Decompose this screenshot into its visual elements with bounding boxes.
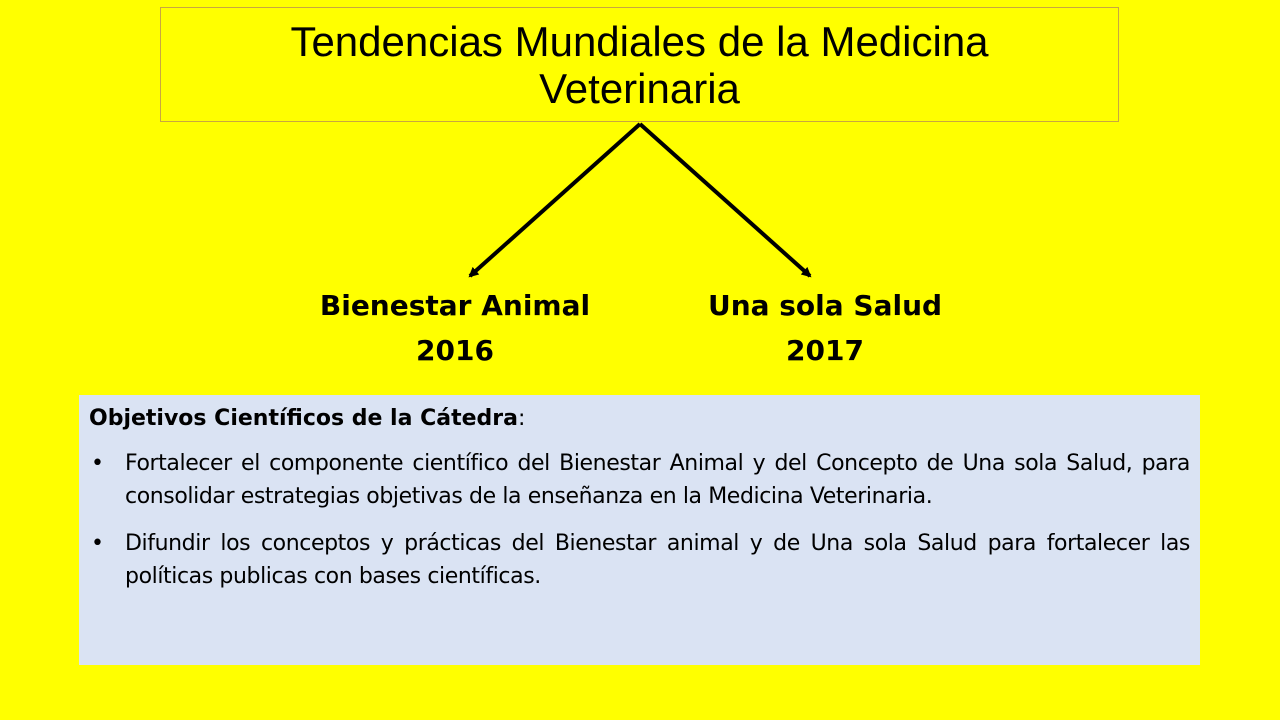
list-item-text: Fortalecer el componente científico del Bienestar Animal y del Concepto de Una sola Salud, para consolidar estrategias objetivas de la enseñanza en la Medicina Veterinaria. xyxy=(125,451,1190,509)
list-item xyxy=(89,447,1190,513)
objectives-box xyxy=(79,395,1200,665)
objectives-heading-colon: : xyxy=(517,406,526,431)
branch-name: Bienestar Animal xyxy=(319,289,591,322)
bullet-icon: • xyxy=(91,451,104,476)
objectives-heading-text: Objetivos Científicos de la Cátedra xyxy=(89,406,518,431)
arrow-right xyxy=(640,124,810,276)
list-item xyxy=(89,527,1190,593)
slide-title: Tendencias Mundiales de la Medicina Veterinaria xyxy=(290,17,989,112)
branch-bienestar-animal xyxy=(285,283,625,373)
branch-year: 2016 xyxy=(416,334,494,367)
bullet-icon: • xyxy=(91,531,104,556)
branch-una-sola-salud xyxy=(655,283,995,373)
arrow-left xyxy=(470,124,640,276)
objectives-list xyxy=(89,447,1190,593)
branch-name: Una sola Salud xyxy=(707,289,943,322)
list-item-text: Difundir los conceptos y prácticas del Bienestar animal y de Una sola Salud para fortalecer las políticas publicas con bases científicas. xyxy=(125,531,1190,589)
objectives-heading xyxy=(89,403,1190,435)
branch-year: 2017 xyxy=(786,334,864,367)
